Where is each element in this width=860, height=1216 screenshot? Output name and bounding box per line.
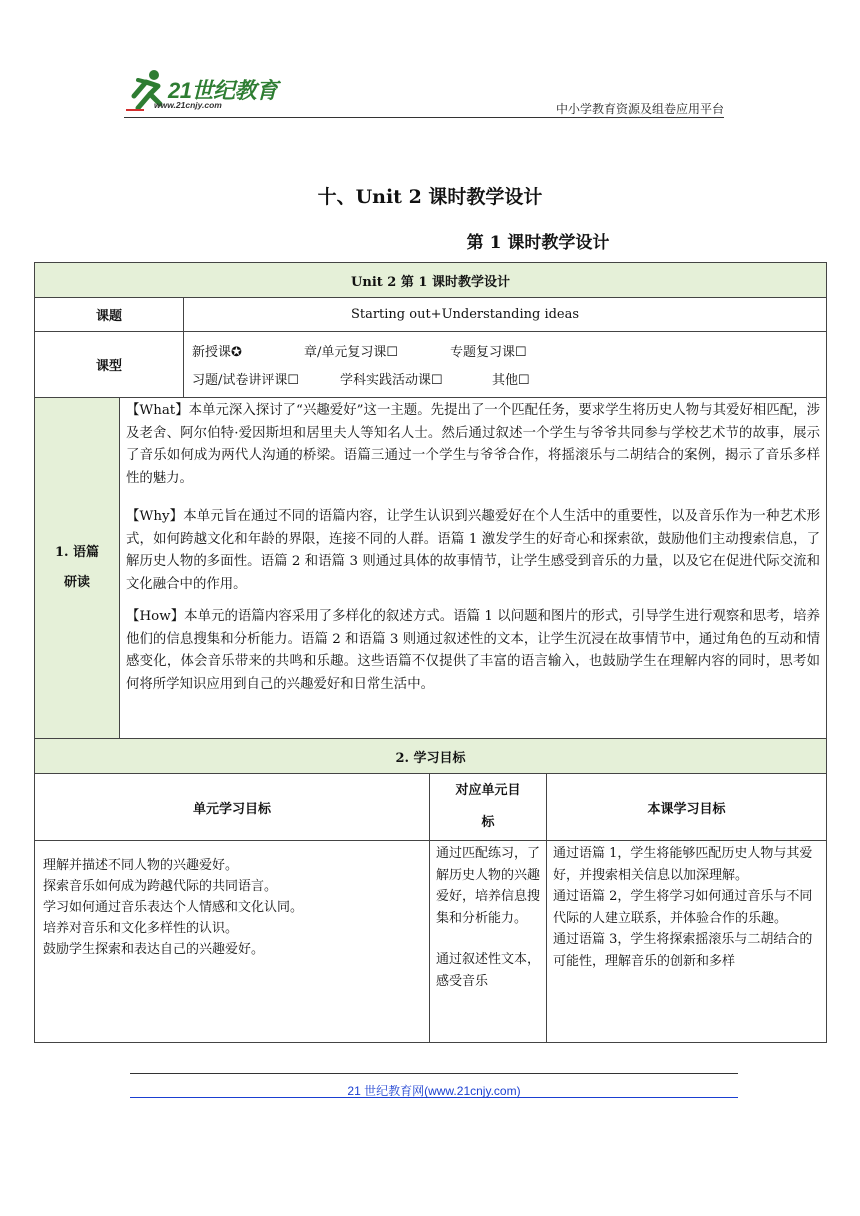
option-practice[interactable]: 学科实践活动课☐ [340, 373, 443, 388]
reading-label-line1: 1. 语篇 [54, 545, 100, 560]
option-unit-review[interactable]: 章/单元复习课☐ [304, 345, 399, 360]
header-divider [124, 117, 724, 118]
type-options-row-1 [184, 337, 826, 365]
col-lesson-goals: 本课学习目标 [547, 774, 827, 841]
type-label: 课型 [35, 332, 184, 398]
reading-label-line2: 研读 [63, 575, 90, 590]
option-new-lesson[interactable]: 新授课✪ [192, 345, 242, 360]
goals-heading: 2. 学习目标 [35, 739, 827, 774]
reading-analysis [120, 398, 827, 739]
logo-text: 21世纪教育 [168, 78, 278, 103]
logo-url: www.21cnjy.com [154, 100, 222, 110]
mapped-goal-text-2: 通过叙述性文本，感受音乐 [436, 952, 541, 989]
unit-goals-cell [35, 841, 430, 1043]
footer-divider [130, 1073, 738, 1074]
col-mapped-line1: 对应单元目 [455, 783, 521, 798]
list-item: 理解并描述不同人物的兴趣爱好。 [43, 858, 239, 873]
page-header [0, 0, 860, 130]
unit-goals-list [35, 841, 429, 960]
type-options-row-2 [184, 365, 826, 393]
why-paragraph: 【Why】本单元旨在通过不同的语篇内容，让学生认识到兴趣爱好在个人生活中的重要性，以及音乐作为一种艺术形式，如何跨越文化和年龄的界限，连接不同的人群。语篇 1 激发学生的好奇心和探索欲，鼓励他们主动搜索信息，了解历史人物的多面性。语篇 2 和语篇 3 则通过具体的故事情节，让学生感受到音乐的力量，以及它在促进代际交流和文化融合中的作用。 [126, 509, 821, 592]
table-heading: Unit 2 第 1 课时教学设计 [35, 263, 827, 298]
topic-label: 课题 [35, 298, 184, 332]
option-topic-review[interactable]: 专题复习课☐ [450, 345, 527, 360]
option-other[interactable]: 其他☐ [492, 373, 530, 388]
mapped-goals-cell [430, 841, 547, 1043]
platform-name: 中小学教育资源及组卷应用平台 [555, 102, 724, 116]
footer-link-underline [130, 1097, 738, 1098]
how-paragraph: 【How】本单元的语篇内容采用了多样化的叙述方式。语篇 1 以问题和图片的形式，引导学生进行观察和思考，培养他们的信息搜集和分析能力。语篇 2 和语篇 3 则通过叙述性的文本，让学生沉浸在故事情节中，通过角色的互动和情感变化，体会音乐带来的共鸣和乐趣。这些语篇不仅提供了丰富的语言输入，也鼓励学生在理解内容的同时，思考如何将所学知识应用到自己的兴趣爱好和日常生活中。 [126, 609, 821, 692]
list-item: 培养对音乐和文化多样性的认识。 [43, 921, 239, 936]
col-mapped-goals [430, 774, 547, 841]
list-item: 探索音乐如何成为跨越代际的共同语言。 [43, 879, 278, 894]
reading-label [35, 398, 120, 739]
footer-link[interactable]: 21 世纪教育网(www.21cnjy.com) [347, 1084, 521, 1098]
page-title: 十、Unit 2 课时教学设计 [317, 186, 543, 208]
type-options [184, 332, 827, 398]
option-exercise-review[interactable]: 习题/试卷讲评课☐ [192, 373, 300, 388]
col-mapped-line2: 标 [481, 815, 495, 830]
topic-value [184, 298, 827, 332]
mapped-goal-text-1: 通过匹配练习，了解历史人物的兴趣爱好，培养信息搜集和分析能力。 [436, 846, 541, 926]
col-unit-goals: 单元学习目标 [35, 774, 430, 841]
lesson-goals-cell [547, 841, 827, 1043]
site-logo [124, 66, 294, 116]
lesson-goal-1: 通过语篇 1，学生将能够匹配历史人物与其爱好，并搜索相关信息以加深理解。 [553, 846, 813, 883]
page-subtitle: 第 1 课时教学设计 [466, 233, 610, 253]
what-paragraph: 【What】本单元深入探讨了“兴趣爱好”这一主题。先提出了一个匹配任务，要求学生将历史人物与其爱好相匹配，涉及老舍、阿尔伯特·爱因斯坦和居里夫人等知名人士。然后通过叙述一个学生与爷爷共同参与学校艺术节的故事，展示了音乐如何成为两代人沟通的桥梁。语篇三通过一个学生与爷爷合作，将摇滚乐与二胡结合的案例，揭示了音乐多样性的魅力。 [126, 403, 821, 486]
list-item: 鼓励学生探索和表达自己的兴趣爱好。 [43, 942, 265, 957]
topic-text: Starting out+Understanding ideas [350, 307, 580, 322]
lesson-design-table [34, 262, 827, 1043]
lesson-goal-2: 通过语篇 2，学生将学习如何通过音乐与不同代际的人建立联系，并体验合作的乐趣。 [553, 889, 813, 926]
lesson-goal-3: 通过语篇 3，学生将探索摇滚乐与二胡结合的可能性，理解音乐的创新和多样 [553, 932, 813, 969]
list-item: 学习如何通过音乐表达个人情感和文化认同。 [43, 900, 304, 915]
